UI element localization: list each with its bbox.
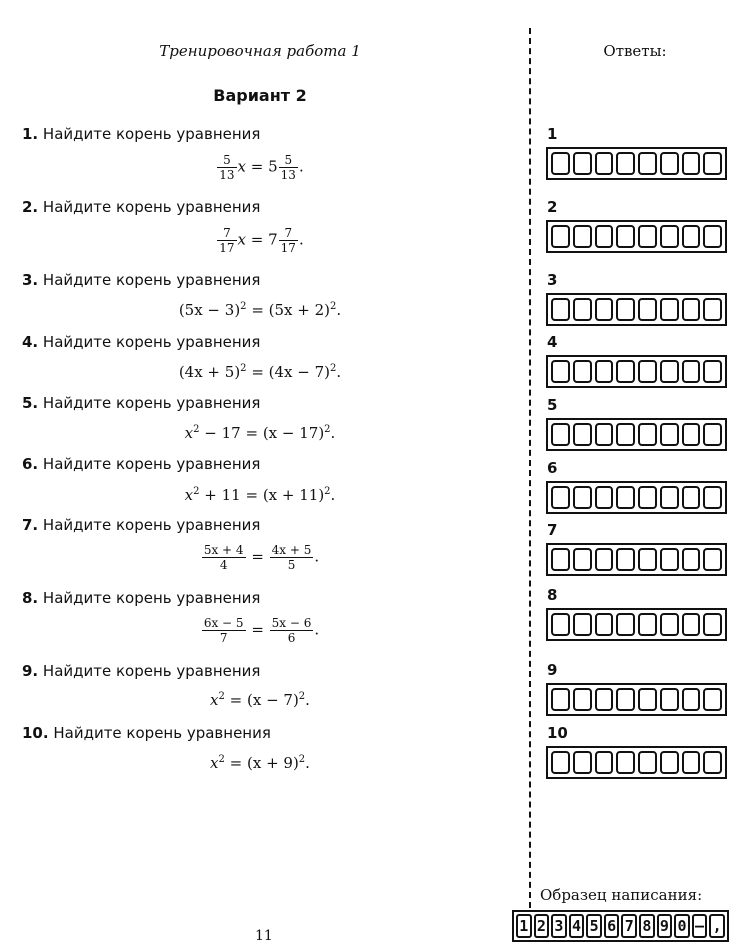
answer-cell[interactable] (682, 360, 701, 383)
answer-cell[interactable] (573, 360, 592, 383)
answer-cell[interactable] (573, 486, 592, 509)
answer-cell[interactable] (616, 751, 635, 774)
answer-cell[interactable] (595, 360, 614, 383)
answer-cell[interactable] (573, 225, 592, 248)
answer-cell[interactable] (682, 751, 701, 774)
answer-4-grid[interactable] (546, 355, 727, 388)
sample-char: , (709, 914, 725, 938)
answer-cell[interactable] (638, 548, 657, 571)
answer-cell[interactable] (573, 298, 592, 321)
answer-cell[interactable] (638, 486, 657, 509)
answer-9-label: 9 (547, 661, 558, 679)
answer-6-label: 6 (547, 459, 558, 477)
answer-cell[interactable] (573, 152, 592, 175)
answer-cell[interactable] (551, 751, 570, 774)
answer-cell[interactable] (595, 751, 614, 774)
problem-9-label: 9. Найдите корень уравнения (22, 662, 261, 680)
answer-10-label: 10 (547, 724, 568, 742)
answer-cell[interactable] (660, 613, 679, 636)
answer-cell[interactable] (638, 298, 657, 321)
answer-1-grid[interactable] (546, 147, 727, 180)
problem-1-equation: $\frac{5}{13}$ x = 5 $\frac{5}{13}$ . (219, 153, 304, 182)
answer-4-label: 4 (547, 333, 558, 351)
answer-cell[interactable] (616, 225, 635, 248)
answer-3-label: 3 (547, 271, 558, 289)
answer-cell[interactable] (703, 152, 722, 175)
answer-cell[interactable] (551, 298, 570, 321)
answer-cell[interactable] (638, 152, 657, 175)
answer-cell[interactable] (616, 688, 635, 711)
answer-cell[interactable] (682, 548, 701, 571)
answer-cell[interactable] (660, 225, 679, 248)
answer-cell[interactable] (660, 688, 679, 711)
problem-8-label: 8. Найдите корень уравнения (22, 589, 261, 607)
sample-char: 1 (516, 914, 532, 938)
answer-2-grid[interactable] (546, 220, 727, 253)
answer-cell[interactable] (703, 548, 722, 571)
answer-3-grid[interactable] (546, 293, 727, 326)
answer-cell[interactable] (682, 688, 701, 711)
answer-7-grid[interactable] (546, 543, 727, 576)
sample-digits-strip (512, 910, 729, 942)
problem-4-equation: $(4x + 5)^2 = (4x - 7)^2$. (178, 363, 342, 381)
sample-char: 6 (604, 914, 620, 938)
answer-cell[interactable] (638, 751, 657, 774)
answer-cell[interactable] (638, 688, 657, 711)
answer-cell[interactable] (703, 360, 722, 383)
problem-6-label: 6. Найдите корень уравнения (22, 455, 261, 473)
answer-cell[interactable] (703, 423, 722, 446)
answer-cell[interactable] (682, 486, 701, 509)
answer-cell[interactable] (551, 548, 570, 571)
answer-cell[interactable] (638, 423, 657, 446)
answer-cell[interactable] (682, 423, 701, 446)
answer-cell[interactable] (660, 548, 679, 571)
answer-cell[interactable] (551, 486, 570, 509)
answer-cell[interactable] (660, 152, 679, 175)
problem-8-equation: $\frac{6x - 5}{7}$ = $\frac{5x - 6}{6}$ . (203, 616, 320, 645)
answer-cell[interactable] (573, 688, 592, 711)
answer-cell[interactable] (703, 486, 722, 509)
answer-2-label: 2 (547, 198, 558, 216)
problem-3-label: 3. Найдите корень уравнения (22, 271, 261, 289)
problem-2-label: 2. Найдите корень уравнения (22, 198, 261, 216)
variant-heading: Вариант 2 (213, 86, 307, 105)
answer-cell[interactable] (638, 225, 657, 248)
problem-6-equation: $x^2 + 11 = (x + 11)^2$. (184, 486, 336, 504)
problem-9-equation: $x^2 = (x - 7)^2$. (210, 691, 310, 709)
answers-title: Ответы: (603, 42, 667, 60)
problem-3-equation: $(5x - 3)^2 = (5x + 2)^2$. (178, 301, 342, 319)
sample-char: – (692, 914, 708, 938)
sample-char: 3 (551, 914, 567, 938)
answer-cell[interactable] (660, 360, 679, 383)
answer-cell[interactable] (551, 423, 570, 446)
page-number: 11 (255, 928, 273, 944)
sample-char: 7 (621, 914, 637, 938)
answer-cell[interactable] (616, 298, 635, 321)
answer-6-grid[interactable] (546, 481, 727, 514)
sample-char: 9 (657, 914, 673, 938)
sample-char: 8 (639, 914, 655, 938)
answer-cell[interactable] (703, 225, 722, 248)
sample-char: 5 (586, 914, 602, 938)
answer-cell[interactable] (595, 486, 614, 509)
answer-cell[interactable] (703, 751, 722, 774)
answer-cell[interactable] (595, 225, 614, 248)
answer-8-grid[interactable] (546, 608, 727, 641)
answer-5-grid[interactable] (546, 418, 727, 451)
answer-cell[interactable] (551, 225, 570, 248)
answer-cell[interactable] (551, 613, 570, 636)
answer-cell[interactable] (616, 423, 635, 446)
answer-cell[interactable] (638, 360, 657, 383)
answer-cell[interactable] (638, 613, 657, 636)
answer-cell[interactable] (595, 688, 614, 711)
answer-cell[interactable] (682, 152, 701, 175)
problem-5-label: 5. Найдите корень уравнения (22, 394, 261, 412)
sample-label: Образец написания: (540, 886, 703, 904)
answer-cell[interactable] (682, 225, 701, 248)
answer-5-label: 5 (547, 396, 558, 414)
answer-cell[interactable] (573, 548, 592, 571)
answer-cell[interactable] (595, 613, 614, 636)
answer-cell[interactable] (660, 486, 679, 509)
answer-cell[interactable] (616, 613, 635, 636)
answer-cell[interactable] (682, 298, 701, 321)
problem-10-equation: $x^2 = (x + 9)^2$. (210, 754, 310, 772)
problem-7-label: 7. Найдите корень уравнения (22, 516, 261, 534)
problem-4-label: 4. Найдите корень уравнения (22, 333, 261, 351)
problem-10-label: 10. Найдите корень уравнения (22, 724, 271, 742)
problem-7-equation: $\frac{5x + 4}{4}$ = $\frac{4x + 5}{5}$ . (203, 543, 320, 572)
answer-10-grid[interactable] (546, 746, 727, 779)
answer-cell[interactable] (660, 423, 679, 446)
answer-cell[interactable] (660, 298, 679, 321)
answer-cell[interactable] (616, 548, 635, 571)
answer-cell[interactable] (616, 360, 635, 383)
answer-cell[interactable] (703, 688, 722, 711)
column-divider (529, 28, 531, 908)
answer-cell[interactable] (573, 423, 592, 446)
answer-cell[interactable] (551, 360, 570, 383)
answer-cell[interactable] (551, 688, 570, 711)
answer-7-label: 7 (547, 521, 558, 539)
problem-5-equation: $x^2 - 17 = (x - 17)^2$. (184, 424, 336, 442)
answer-cell[interactable] (573, 751, 592, 774)
answer-cell[interactable] (616, 486, 635, 509)
answer-cell[interactable] (595, 298, 614, 321)
answer-cell[interactable] (660, 751, 679, 774)
problem-2-equation: $\frac{7}{17}$ x = 7 $\frac{7}{17}$ . (219, 226, 304, 255)
answer-cell[interactable] (595, 152, 614, 175)
answer-1-label: 1 (547, 125, 558, 143)
answer-cell[interactable] (682, 613, 701, 636)
answer-cell[interactable] (703, 613, 722, 636)
problem-1-label: 1. Найдите корень уравнения (22, 125, 261, 143)
answer-cell[interactable] (573, 613, 592, 636)
answer-cell[interactable] (703, 298, 722, 321)
answer-cell[interactable] (595, 548, 614, 571)
answer-8-label: 8 (547, 586, 558, 604)
answer-cell[interactable] (551, 152, 570, 175)
answer-cell[interactable] (616, 152, 635, 175)
answer-cell[interactable] (595, 423, 614, 446)
page-header-title: Тренировочная работа 1 (159, 42, 361, 60)
sample-char: 0 (674, 914, 690, 938)
sample-char: 4 (569, 914, 585, 938)
answer-9-grid[interactable] (546, 683, 727, 716)
sample-char: 2 (534, 914, 550, 938)
